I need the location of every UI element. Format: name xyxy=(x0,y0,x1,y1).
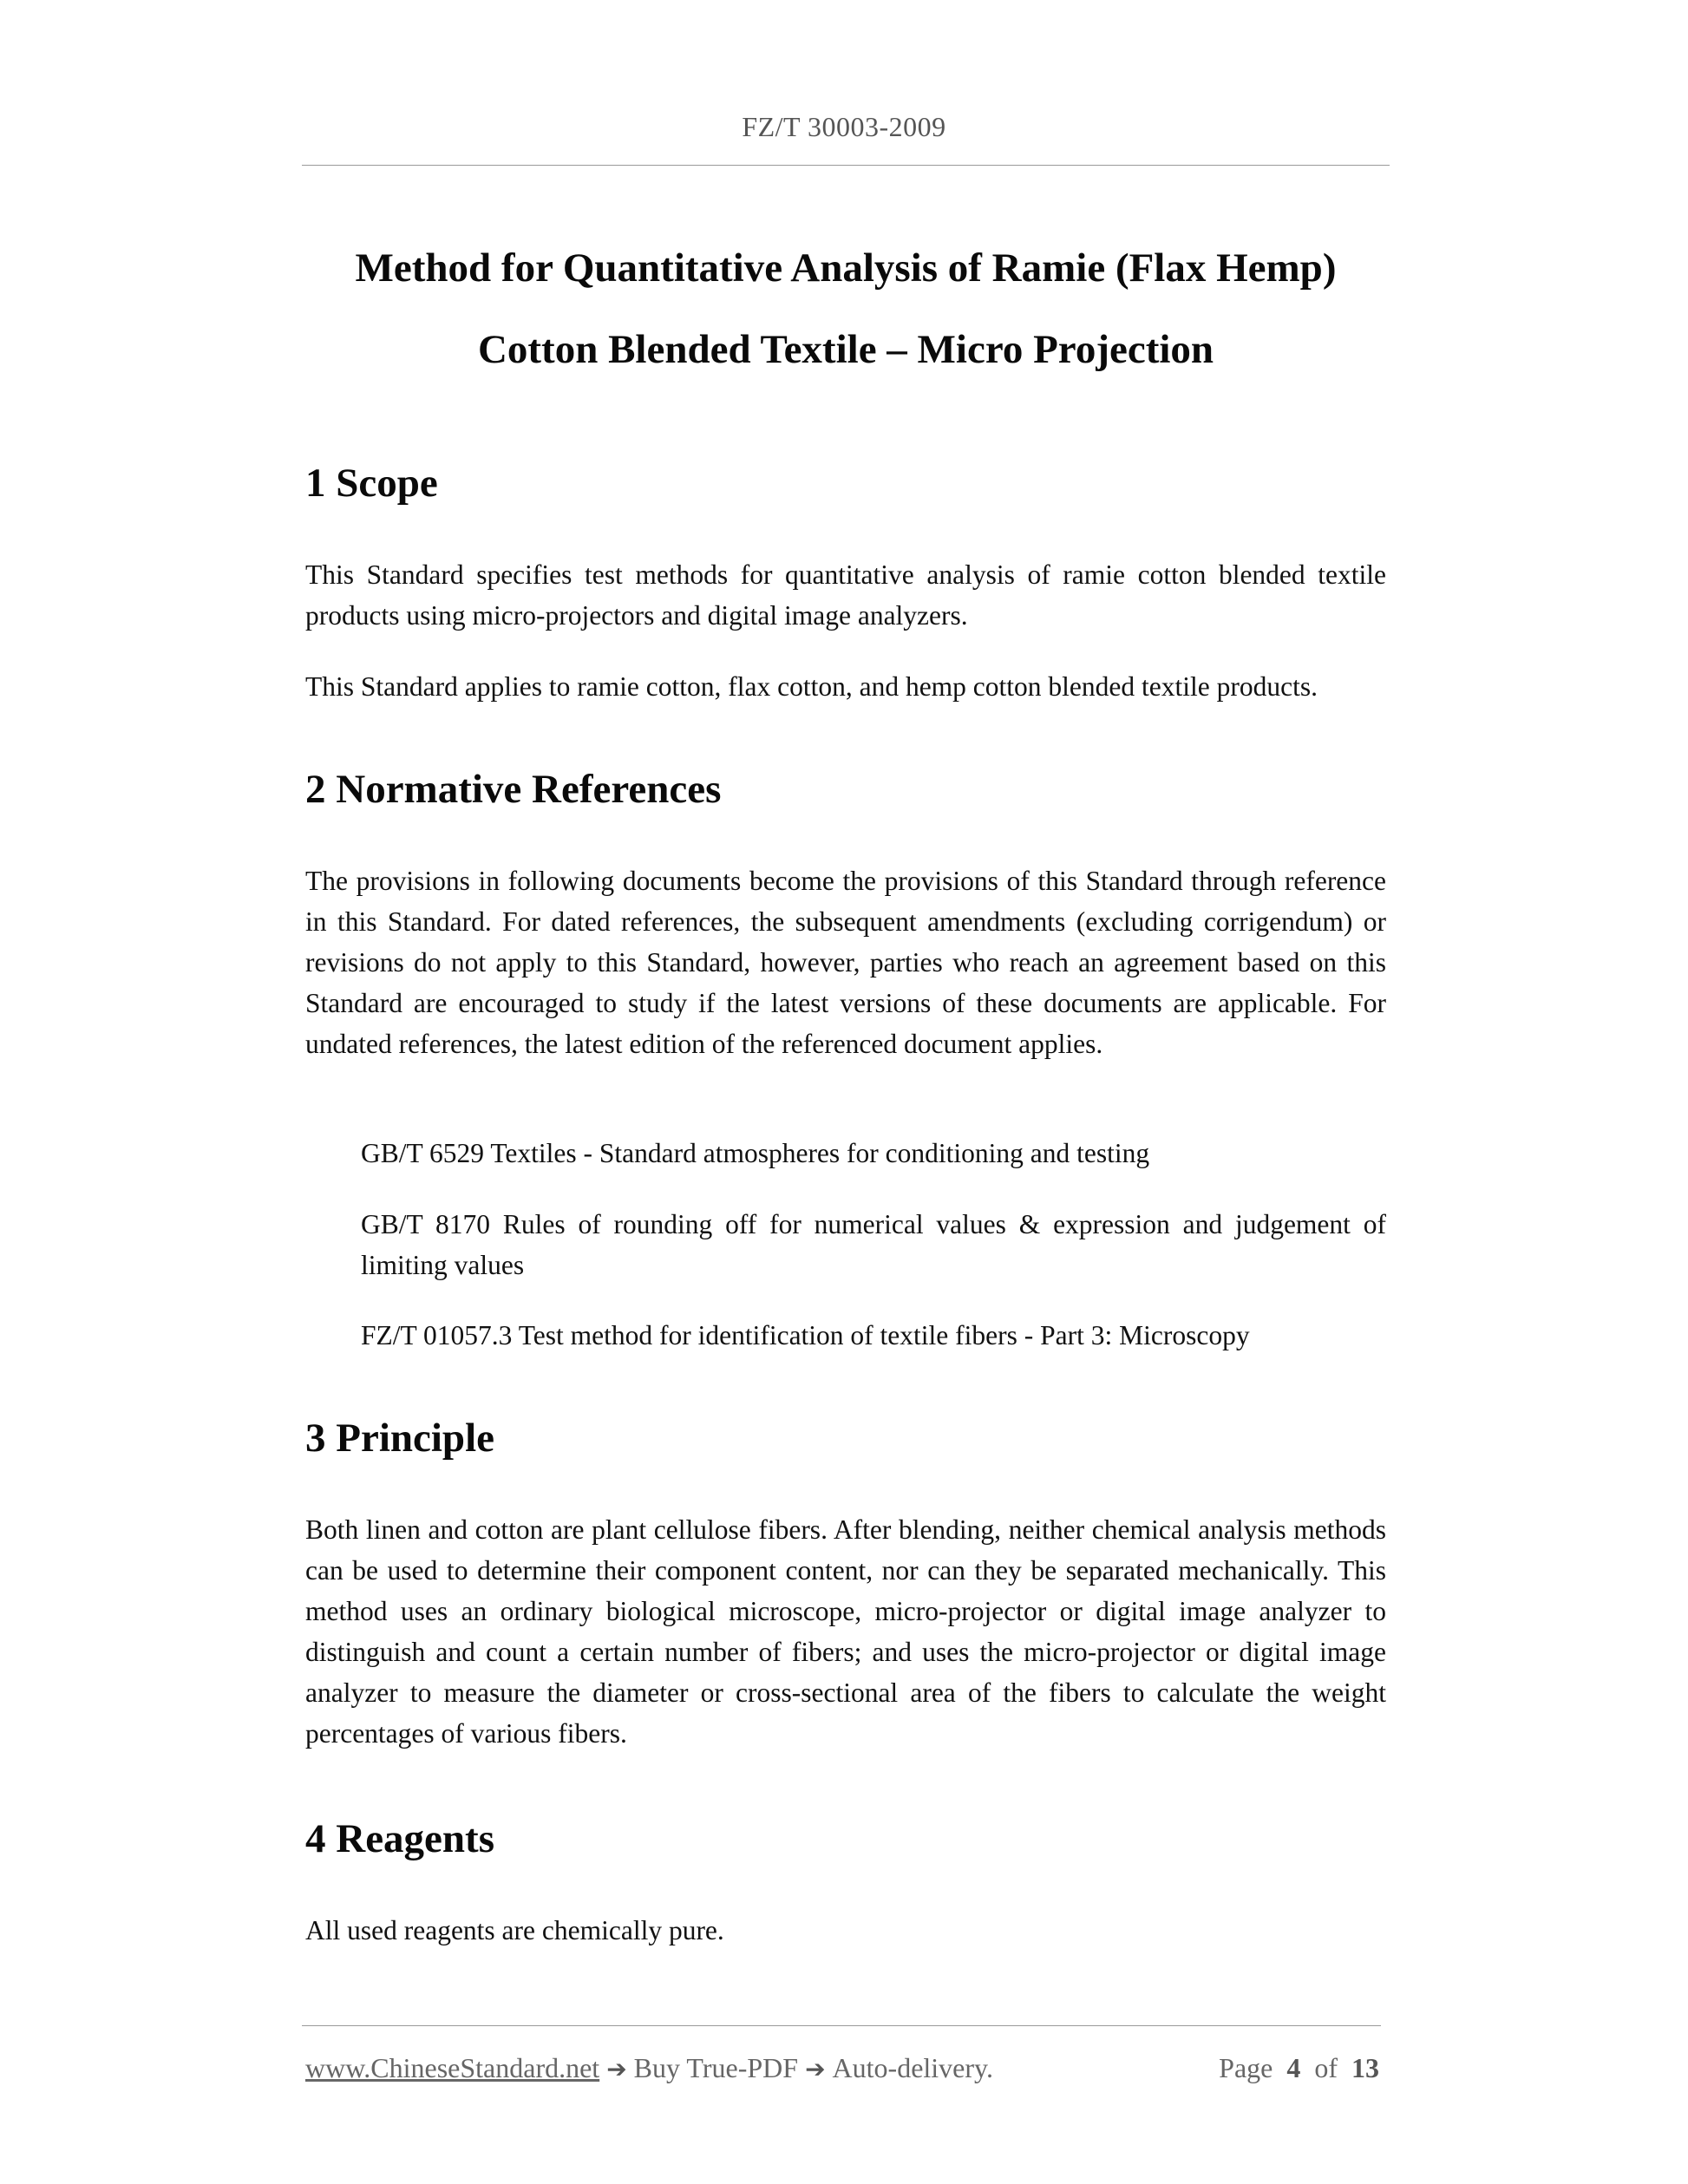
references-paragraph: The provisions in following documents become the provisions of this Standard through reference in this Standard. For dated references, the subsequent amendments (excluding corrigendum) or revisions do not apply to this Standard, however, parties who reach an agreement based on this Standard are encouraged to study if the latest versions of these documents are applicable. For undated references, the latest edition of the referenced document applies. xyxy=(305,866,1386,1059)
page-total: 13 xyxy=(1351,2052,1379,2083)
footer-divider xyxy=(302,2025,1381,2026)
footer-promo xyxy=(305,2049,993,2089)
right-arrow-icon: ➔ xyxy=(805,2055,826,2083)
page-label: Page xyxy=(1219,2052,1273,2083)
right-arrow-icon: ➔ xyxy=(606,2055,627,2083)
document-title xyxy=(302,227,1390,390)
header-divider xyxy=(302,165,1390,166)
scope-paragraph-2: This Standard applies to ramie cotton, flax cotton, and hemp cotton blended textile products. xyxy=(305,671,1318,702)
reference-item-fzt-01057-3: FZ/T 01057.3 Test method for identification of textile fibers - Part 3: Microscopy xyxy=(361,1320,1250,1350)
reagents-paragraph: All used reagents are chemically pure. xyxy=(305,1915,724,1945)
page-indicator xyxy=(1207,2049,1379,2087)
document-title-line-2: Cotton Blended Textile – Micro Projection xyxy=(477,327,1214,372)
section-heading-principle: 3 Principle xyxy=(305,1416,494,1461)
section-heading-reagents: 4 Reagents xyxy=(305,1816,494,1861)
section-heading-normative-references: 2 Normative References xyxy=(305,767,722,812)
header-doc-code: FZ/T 30003-2009 xyxy=(742,111,946,142)
footer-step-delivery: Auto-delivery. xyxy=(832,2052,993,2083)
reference-item-gbt-6529: GB/T 6529 Textiles - Standard atmospheres for conditioning and testing xyxy=(361,1138,1150,1168)
principle-paragraph: Both linen and cotton are plant cellulose fibers. After blending, neither chemical analysis methods can be used to determine their component content, nor can they be separated mechanically. This method uses an ordinary biological microscope, micro-projector or digital image analyzer to distinguish and count a certain number of fibers; and uses the micro-projector or digital image analyzer to measure the diameter or cross-sectional area of the fibers to calculate the weight percentages of various fibers. xyxy=(305,1514,1386,1749)
page-of-label: of xyxy=(1314,2052,1338,2083)
website-link[interactable]: www.ChineseStandard.net xyxy=(305,2052,600,2083)
section-heading-scope: 1 Scope xyxy=(305,461,438,506)
footer-step-buy: Buy True-PDF xyxy=(633,2052,799,2083)
scope-paragraph-1: This Standard specifies test methods for quantitative analysis of ramie cotton blended textile products using micro-projectors and digital image analyzers. xyxy=(305,559,1386,631)
reference-item-gbt-8170: GB/T 8170 Rules of rounding off for numerical values & expression and judgement of limiting values xyxy=(361,1209,1386,1280)
page-current: 4 xyxy=(1286,2052,1301,2083)
document-title-line-1: Method for Quantitative Analysis of Ramie (Flax Hemp) xyxy=(355,245,1337,291)
